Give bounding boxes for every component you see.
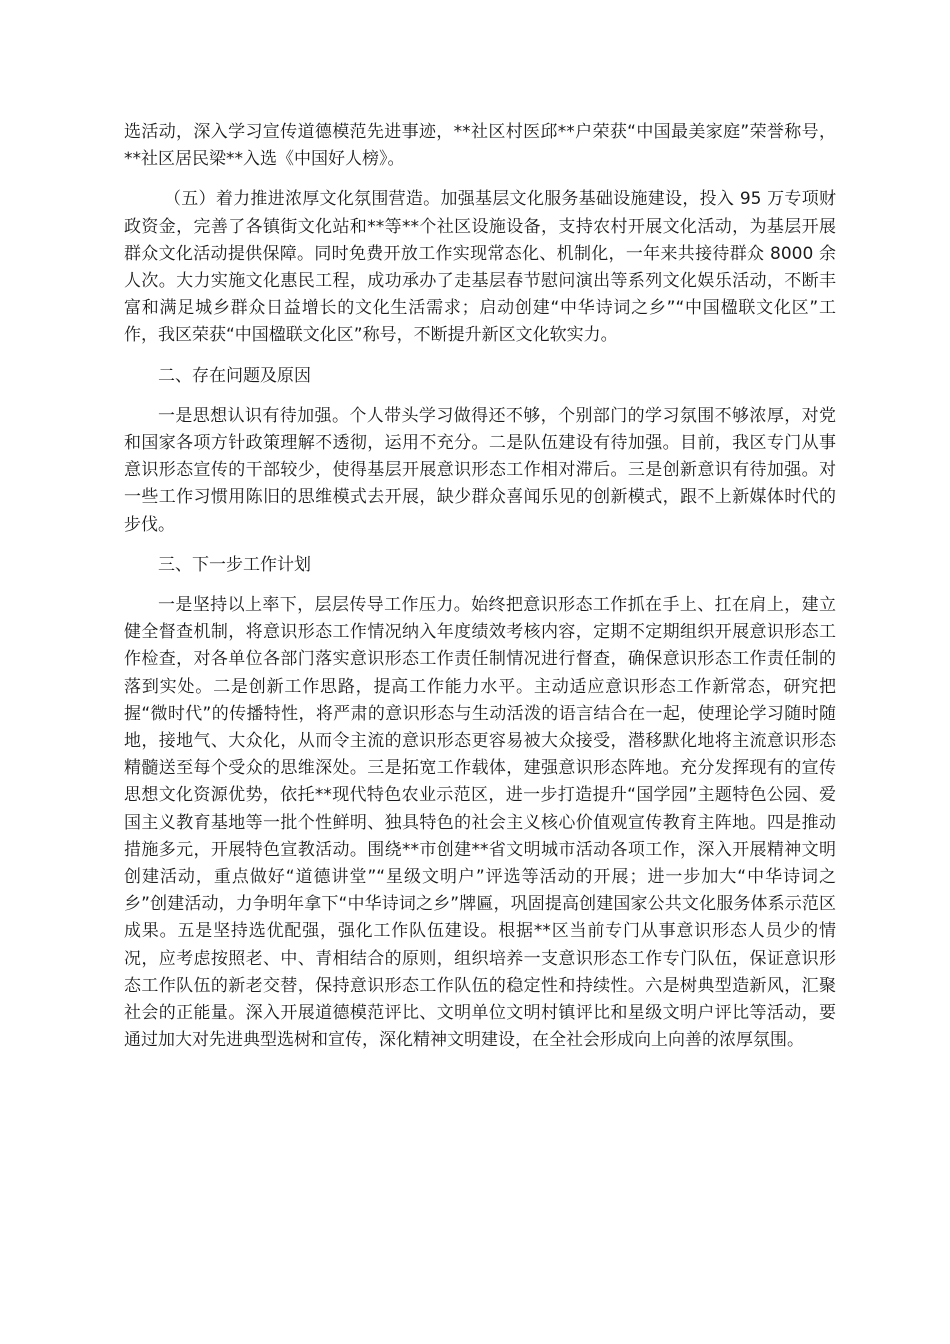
section-heading-next-steps: 三、下一步工作计划: [158, 554, 311, 575]
paragraph-problems: 一是思想认识有待加强。个人带头学习做得还不够，个别部门的学习氛围不够浓厚，对党和国家各项方针政策理解不透彻，运用不充分。二是队伍建设有待加强。目前，我区专门从事意识形态宣传的干部较少，使得基层开展意识形态工作相对滞后。三是创新意识有待加强。对一些工作习惯用陈旧的思维模式去开展，缺少群众喜闻乐见的创新模式，跟不上新媒体时代的步伐。: [124, 405, 836, 535]
section-heading-problems: 二、存在问题及原因: [158, 365, 311, 386]
paragraph-continuation: 选活动，深入学习宣传道德模范先进事迹，**社区村医邱**户荣获“中国最美家庭”荣誉称号，**社区居民梁**入选《中国好人榜》。: [124, 122, 836, 170]
document-page: [124, 119, 836, 1068]
paragraph-next-steps: 一是坚持以上率下，层层传导工作压力。始终把意识形态工作抓在手上、扛在肩上，建立健全督查机制，将意识形态工作情况纳入年度绩效考核内容，定期不定期组织开展意识形态工作检查，对各单位各部门落实意识形态工作责任制情况进行督查，确保意识形态工作责任制的落到实处。二是创新工作思路，提高工作能力水平。主动适应意识形态工作新常态，研究把握“微时代”的传播特性，将严肃的意识形态与生动活泼的语言结合在一起，使理论学习随时随地，接地气、大众化，从而令主流的意识形态更容易被大众接受，潜移默化地将主流意识形态精髓送至每个受众的思维深处。三是拓宽工作载体，建强意识形态阵地。充分发挥现有的宣传思想文化资源优势，依托**现代特色农业示范区，进一步打造提升“国学园”主题特色公园、爱国主义教育基地等一批个性鲜明、独具特色的社会主义核心价值观宣传教育主阵地。四是推动措施多元，开展特色宣教活动。围绕**市创建**省文明城市活动各项工作，深入开展精神文明创建活动，重点做好“道德讲堂”“星级文明户”评选等活动的开展；进一步加大“中华诗词之乡”创建活动，力争明年拿下“中华诗词之乡”牌匾，巩固提高创建国家公共文化服务体系示范区成果。五是坚持选优配强，强化工作队伍建设。根据**区当前专门从事意识形态人员少的情况，应考虑按照老、中、青相结合的原则，组织培养一支意识形态工作专门队伍，保证意识形态工作队伍的新老交替，保持意识形态工作队伍的稳定性和持续性。六是树典型造新风，汇聚社会的正能量。深入开展道德模范评比、文明单位文明村镇评比和星级文明户评比等活动，要通过加大对先进典型选树和宣传，深化精神文明建设，在全社会形成向上向善的浓厚氛围。: [124, 595, 836, 1051]
paragraph-section-five: （五）着力推进浓厚文化氛围营造。加强基层文化服务基础设施建设，投入 95 万专项财政资金，完善了各镇街文化站和**等**个社区设施设备，支持农村开展文化活动，为基层开展群众文化活动提供保障。同时免费开放工作实现常态化、机制化，一年来共接待群众 8000 余人次。大力实施文化惠民工程，成功承办了走基层春节慰问演出等系列文化娱乐活动，不断丰富和满足城乡群众日益增长的文化生活需求；启动创建“中华诗词之乡”“中国楹联文化区”工作，我区荣获“中国楹联文化区”称号，不断提升新区文化软实力。: [124, 189, 836, 346]
